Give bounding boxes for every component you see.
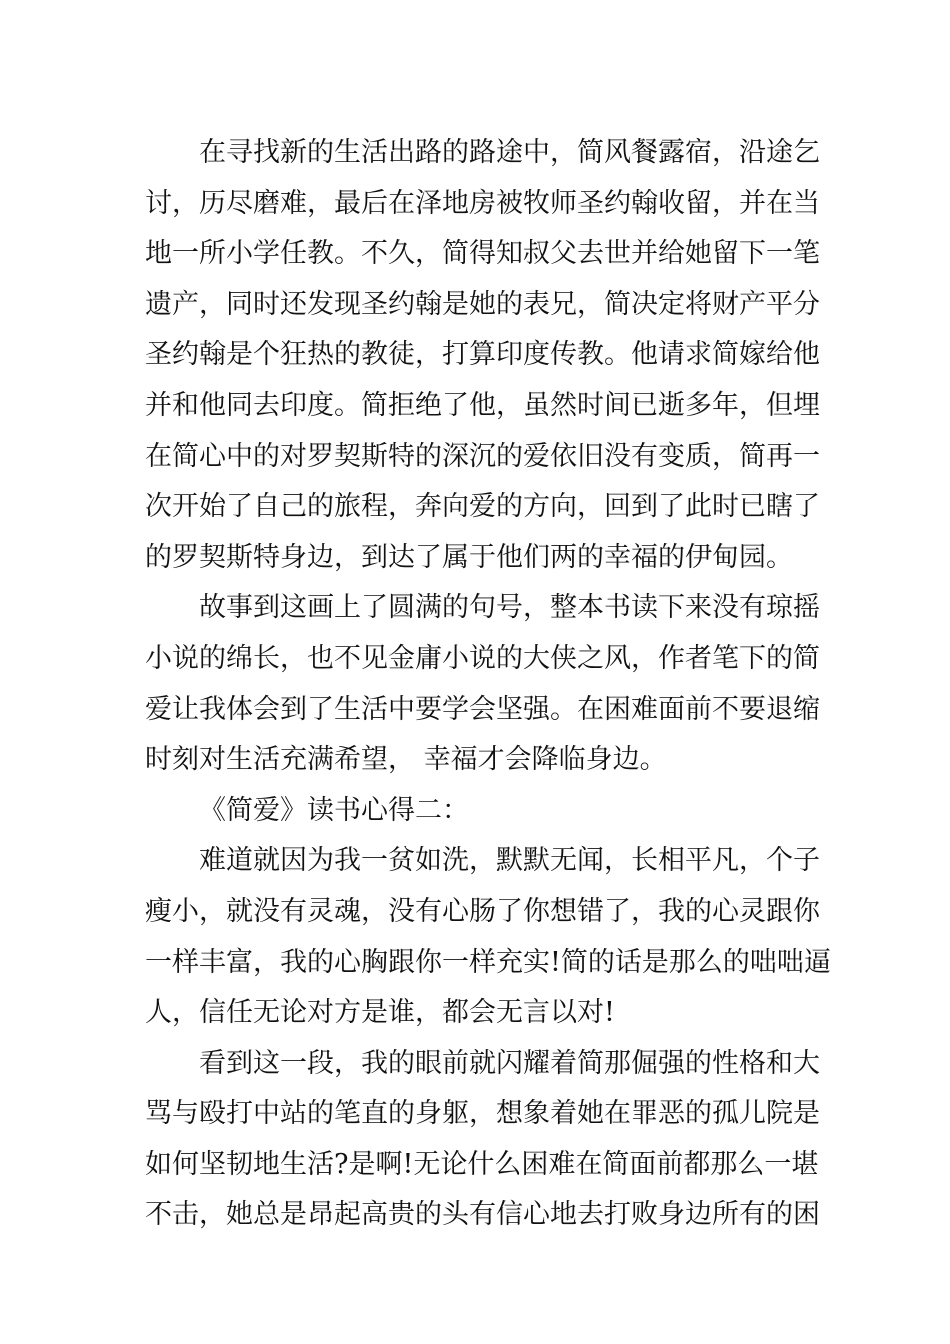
text-line: 爱让我体会到了生活中要学会坚强。在困难面前不要退缩	[145, 693, 820, 725]
section-heading: 《简爱》读书心得二：	[199, 794, 469, 826]
text-line: 看到这一段，我的眼前就闪耀着简那倔强的性格和大	[199, 1047, 820, 1079]
text-line: 难道就因为我一贫如洗，默默无闻，长相平凡，个子	[199, 845, 820, 877]
body-text	[145, 128, 831, 1241]
text-line: 人，信任无论对方是谁，都会无言以对!	[145, 997, 615, 1029]
text-line: 故事到这画上了圆满的句号，整本书读下来没有琼摇	[199, 592, 820, 624]
text-line: 圣约翰是个狂热的教徒，打算印度传教。他请求简嫁给他	[145, 339, 820, 371]
text-line: 在寻找新的生活出路的路途中，简风餐露宿，沿途乞	[199, 137, 820, 168]
text-line: 并和他同去印度。简拒绝了他，虽然时间已逝多年，但埋	[145, 389, 820, 421]
text-line: 小说的绵长，也不见金庸小说的大侠之风，作者笔下的简	[145, 642, 820, 674]
text-line: 地一所小学任教。不久，简得知叔父去世并给她留下一笔	[145, 238, 820, 270]
text-line: 次开始了自己的旅程，奔向爱的方向，回到了此时已瞎了	[145, 491, 820, 523]
text-line: 讨，历尽磨难，最后在泽地房被牧师圣约翰收留，并在当	[145, 187, 820, 219]
text-line: 时刻对生活充满希望， 幸福才会降临身边。	[145, 744, 667, 776]
text-line: 骂与殴打中站的笔直的身躯，想象着她在罪恶的孤儿院是	[145, 1098, 820, 1130]
text-line: 在简心中的对罗契斯特的深沉的爱依旧没有变质，简再一	[145, 440, 820, 472]
text-line: 不击，她总是昂起高贵的头有信心地去打败身边所有的困	[145, 1199, 820, 1231]
text-line: 一样丰富，我的心胸跟你一样充实!简的话是那么的咄咄逼	[145, 946, 831, 978]
text-line: 瘦小，就没有灵魂，没有心肠了你想错了，我的心灵跟你	[145, 895, 820, 927]
text-line: 如何坚韧地生活?是啊!无论什么困难在简面前都那么一堪	[145, 1148, 819, 1180]
text-line: 遗产，同时还发现圣约翰是她的表兄，简决定将财产平分	[145, 288, 820, 320]
text-line: 的罗契斯特身边，到达了属于他们两的幸福的伊甸园。	[145, 541, 793, 573]
